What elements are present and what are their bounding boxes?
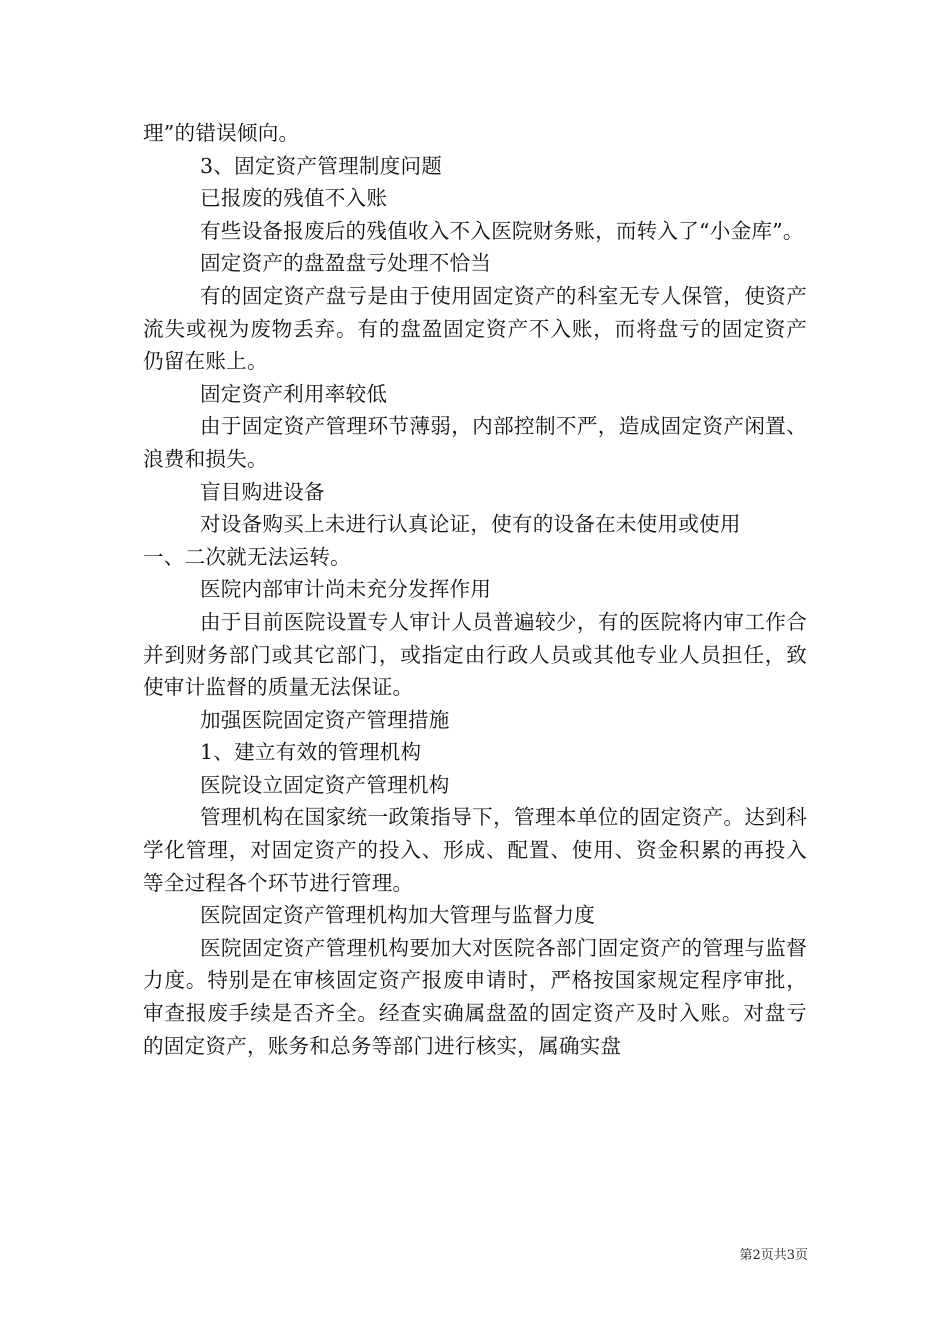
subheading: 已报废的残值不入账 xyxy=(200,186,388,211)
subheading: 医院固定资产管理机构加大管理与监督力度 xyxy=(200,903,596,928)
section-heading: 1、建立有效的管理机构 xyxy=(200,740,422,765)
document-body xyxy=(143,117,807,1062)
subheading: 医院设立固定资产管理机构 xyxy=(200,772,450,797)
paragraph: 有些设备报废后的残值收入不入医院财务账，而转入了“小金库”。 xyxy=(200,218,804,243)
paragraph: 有的固定资产盘亏是由于使用固定资产的科室无专人保管，使资产流失或视为废物丢弃。有的盘盈固定资产不入账，而将盘亏的固定资产仍留在账上。 xyxy=(143,283,807,374)
paragraph: 由于固定资产管理环节薄弱，内部控制不严，造成固定资产闲置、浪费和损失。 xyxy=(143,414,807,471)
paragraph: 管理机构在国家统一政策指导下，管理本单位的固定资产。达到科学化管理，对固定资产的投入、形成、配置、使用、资金积累的再投入等全过程各个环节进行管理。 xyxy=(143,805,807,895)
paragraph: 医院固定资产管理机构要加大对医院各部门固定资产的管理与监督力度。特别是在审核固定资产报废申请时，严格按国家规定程序审批，审查报废手续是否齐全。经查实确属盘盈的固定资产及时入账。对盘亏的固定资产，账务和总务等部门进行核实，属确实盘 xyxy=(143,935,807,1058)
section-heading: 加强医院固定资产管理措施 xyxy=(200,707,450,732)
paragraph: 理”的错误倾向。 xyxy=(143,121,300,145)
paragraph: 由于目前医院设置专人审计人员普遍较少，有的医院将内审工作合并到财务部门或其它部门，或指定由行政人员或其他专业人员担任，致使审计监督的质量无法保证。 xyxy=(143,609,807,700)
subheading: 固定资产利用率较低 xyxy=(200,381,388,406)
subheading: 盲目购进设备 xyxy=(200,479,325,504)
section-heading: 3、固定资产管理制度问题 xyxy=(200,153,443,178)
page-number: 第2页共3页 xyxy=(739,1248,808,1263)
paragraph: 对设备购买上未进行认真论证，使有的设备在未使用或使用 xyxy=(200,512,741,537)
paragraph: 一、二次就无法运转。 xyxy=(143,544,351,569)
subheading: 固定资产的盘盈盘亏处理不恰当 xyxy=(200,251,492,276)
subheading: 医院内部审计尚未充分发挥作用 xyxy=(200,577,492,602)
